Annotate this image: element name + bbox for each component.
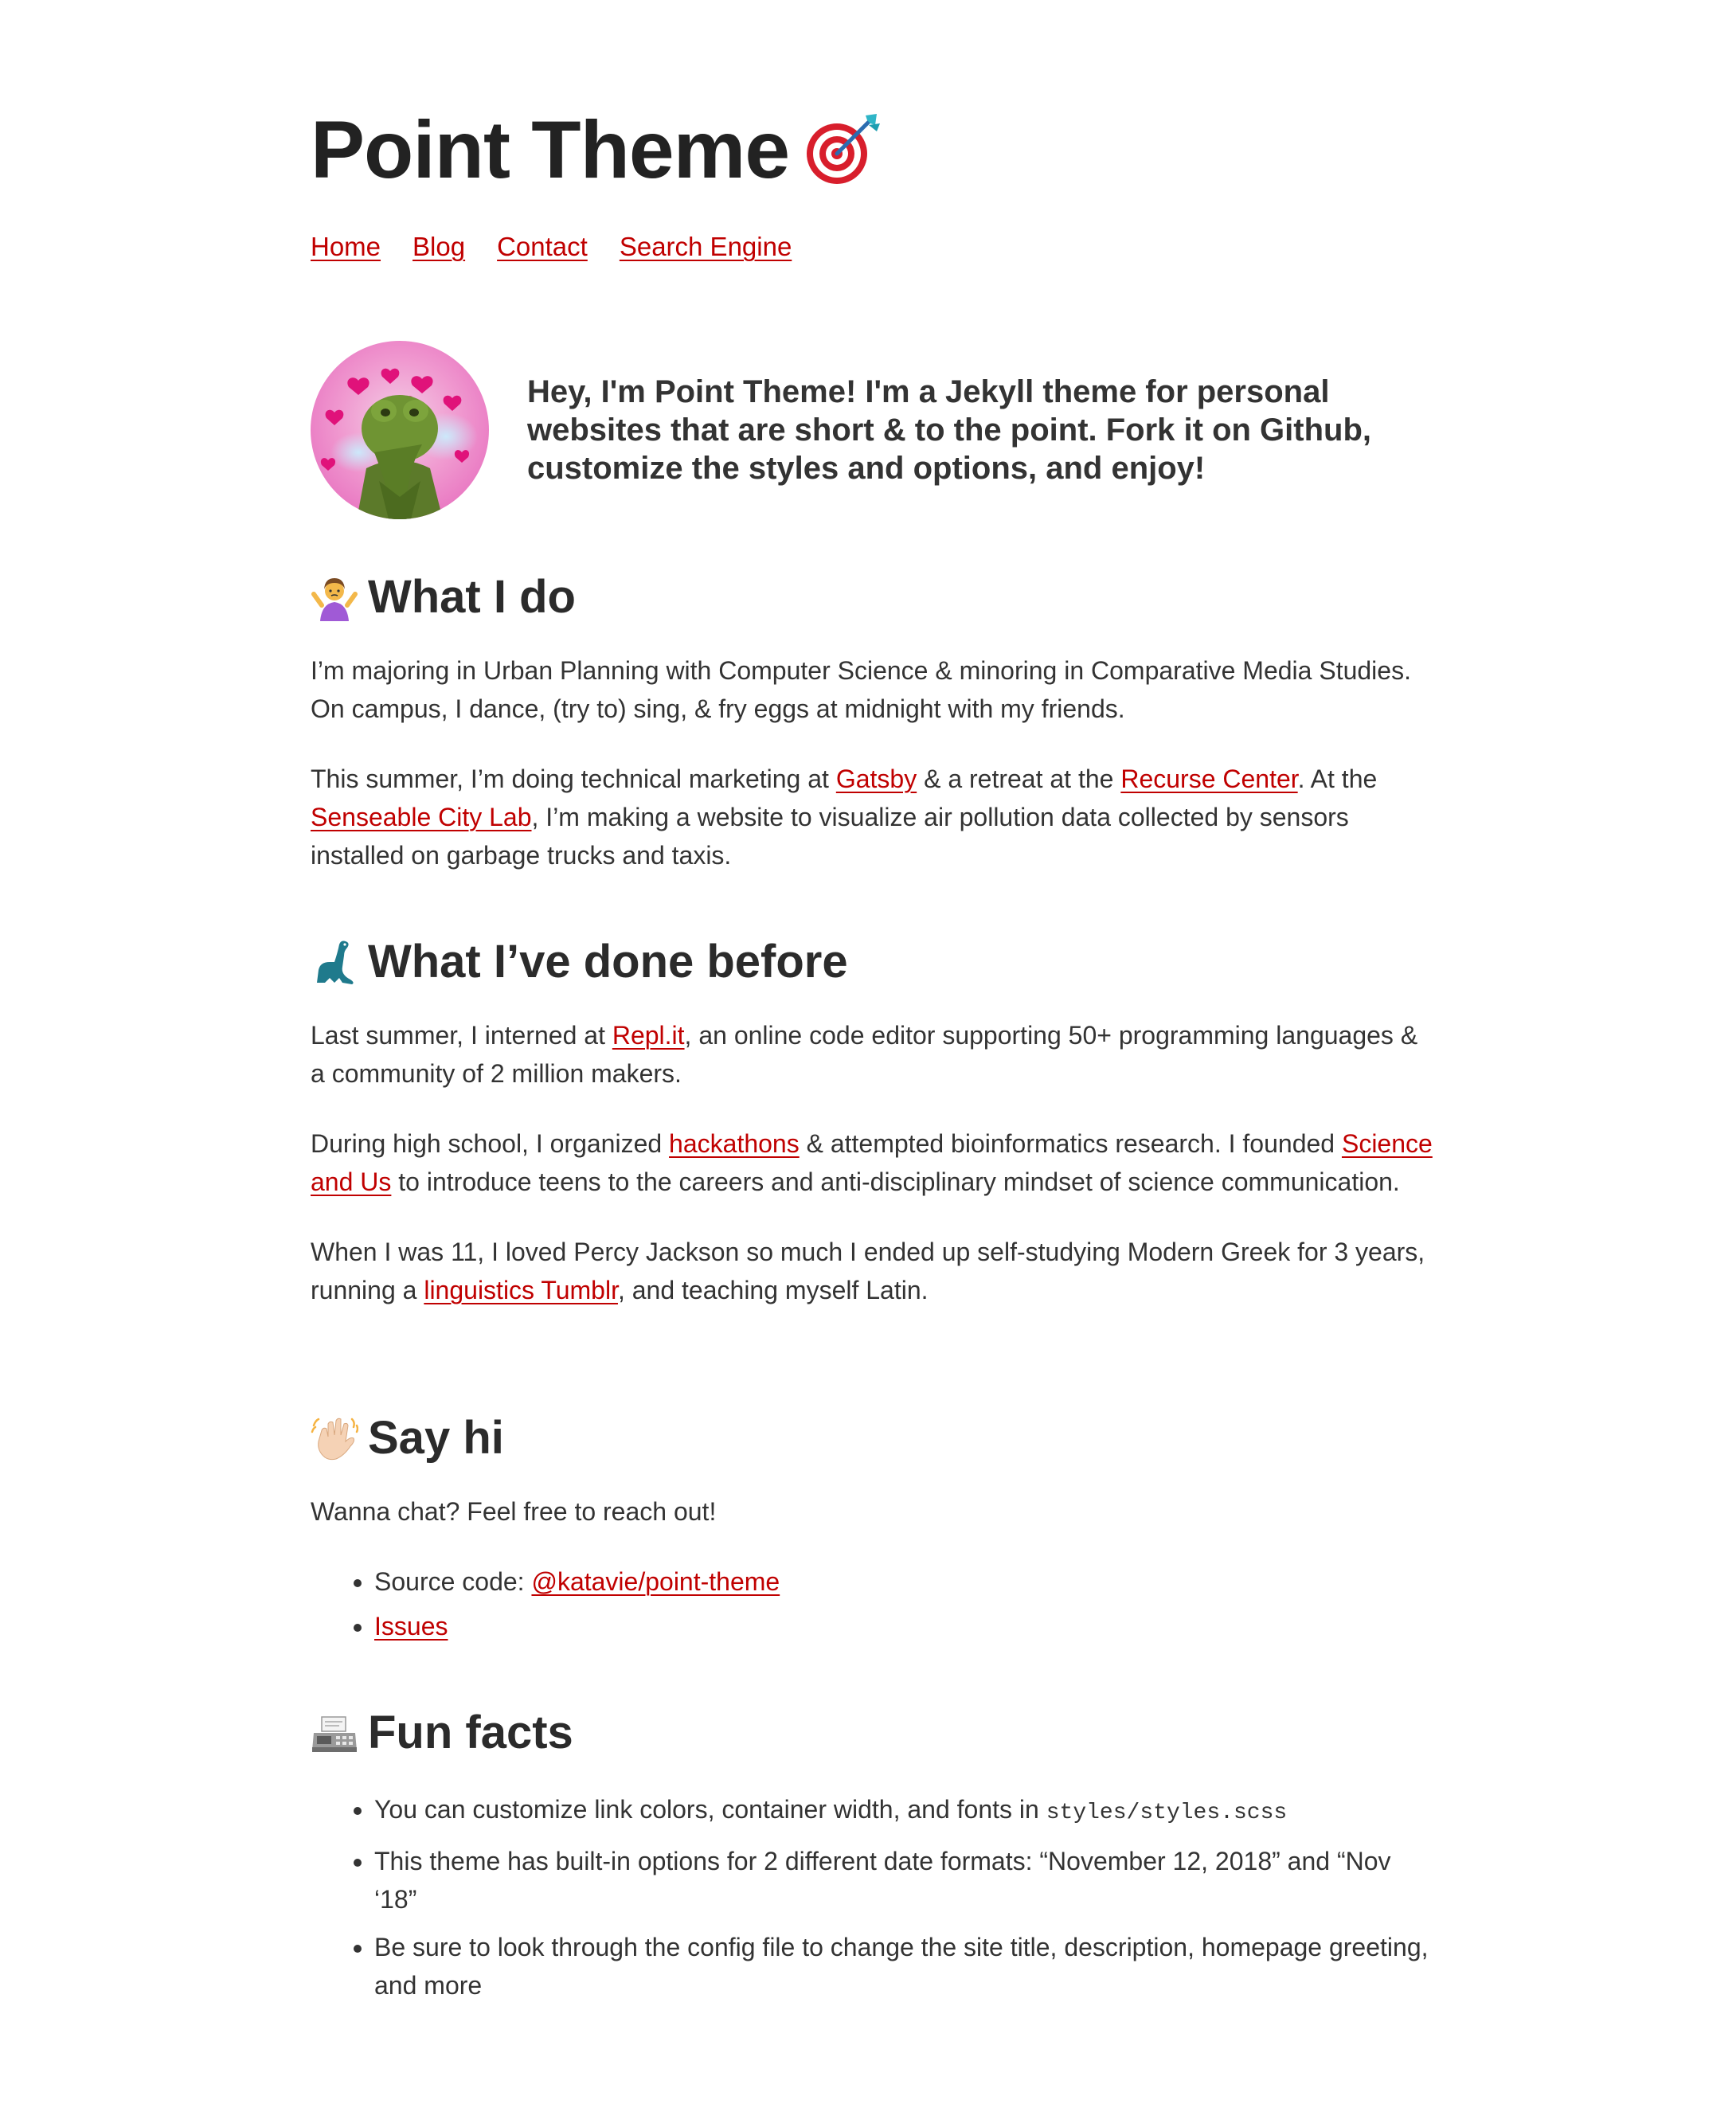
- list-item-text: Source code:: [374, 1567, 532, 1596]
- dinosaur-icon: [311, 938, 358, 986]
- site-title: [311, 102, 883, 197]
- list-item: [374, 1842, 1433, 1918]
- link-replit[interactable]: Repl.it: [612, 1021, 685, 1050]
- section-heading-text: Say hi: [368, 1412, 504, 1464]
- link-science-and-us[interactable]: Science and Us: [311, 1129, 1433, 1196]
- text-run: & a retreat at the: [917, 765, 1121, 793]
- dart-target-icon: [803, 108, 883, 187]
- text-run: to introduce teens to the careers and anti-disciplinary mindset of science communication.: [391, 1167, 1400, 1196]
- paragraph-high-school: [311, 1124, 1433, 1201]
- text-run: When I was 11, I loved Percy Jackson so much I ended up self-studying Modern Greek for 3 years, running a: [311, 1238, 1425, 1304]
- section-heading-what-ive-done: [311, 930, 1433, 994]
- inline-code: styles/styles.scss: [1046, 1801, 1288, 1825]
- link-source-code[interactable]: @katavie/point-theme: [531, 1567, 780, 1596]
- paragraph-major: I’m majoring in Urban Planning with Computer Science & minoring in Comparative Media Studies. On campus, I dance, (try to) sing, & fry eggs at midnight with my friends.: [311, 656, 1411, 723]
- section-heading-what-i-do: [311, 565, 1433, 629]
- nav-link-home[interactable]: Home: [311, 232, 381, 261]
- nav-link-blog[interactable]: Blog: [412, 232, 466, 261]
- text-run: This summer, I’m doing technical marketing at: [311, 765, 836, 793]
- section-what-i-do: [311, 565, 1433, 874]
- section-heading-fun-facts: [311, 1701, 1433, 1765]
- text-run: , an online code editor supporting 50+ programming languages & a community of 2 million makers.: [311, 1021, 1418, 1088]
- avatar-image: [311, 341, 489, 519]
- link-gatsby[interactable]: Gatsby: [835, 765, 917, 793]
- list-item: [374, 1790, 1433, 1832]
- waving-hand-icon: [311, 1414, 358, 1462]
- list-item: [374, 1928, 1433, 2004]
- section-what-ive-done: [311, 930, 1433, 1309]
- link-issues[interactable]: Issues: [374, 1612, 448, 1641]
- paragraph-wanna-chat: Wanna chat? Feel free to reach out!: [311, 1497, 717, 1526]
- main-nav: [311, 225, 792, 269]
- text-run: . At the: [1297, 765, 1378, 793]
- list-item-text: This theme has built-in options for 2 different date formats: “November 12, 2018” and “Nov ‘18”: [374, 1847, 1391, 1914]
- list-item-text: Be sure to look through the config file to change the site title, description, homepage greeting, and more: [374, 1933, 1429, 2000]
- text-run: & attempted bioinformatics research. I founded: [799, 1129, 1342, 1158]
- paragraph-percy-jackson: [311, 1233, 1433, 1309]
- section-say-hi: [311, 1406, 1433, 1652]
- paragraph-this-summer: [311, 760, 1433, 874]
- text-run: , and teaching myself Latin.: [617, 1276, 929, 1304]
- list-item-text: You can customize link colors, container width, and fonts in: [374, 1795, 1046, 1824]
- section-heading-text: Fun facts: [368, 1707, 573, 1758]
- homepage-greeting: Hey, I'm Point Theme! I'm a Jekyll theme for personal websites that are short & to the point. Fork it on Github, customize the styles and options, and enjoy!: [527, 374, 1372, 486]
- section-heading-text: What I’ve done before: [368, 936, 848, 987]
- person-shrugging-icon: [311, 573, 358, 621]
- list-item: [374, 1607, 1433, 1645]
- list-item: [374, 1562, 1433, 1601]
- section-fun-facts: [311, 1701, 1433, 2014]
- avatar: [311, 341, 489, 519]
- link-senseable-city-lab[interactable]: Senseable City Lab: [311, 803, 532, 831]
- fun-facts-list: [311, 1790, 1433, 2004]
- section-heading-say-hi: [311, 1406, 1433, 1470]
- contact-list: [311, 1562, 1433, 1645]
- text-run: During high school, I organized: [311, 1129, 670, 1158]
- link-hackathons[interactable]: hackathons: [669, 1129, 800, 1158]
- hero: [311, 341, 1433, 521]
- fax-machine-icon: [311, 1709, 358, 1757]
- link-linguistics-tumblr[interactable]: linguistics Tumblr: [424, 1276, 618, 1304]
- link-recurse-center[interactable]: Recurse Center: [1120, 765, 1298, 793]
- text-run: Last summer, I interned at: [311, 1021, 612, 1050]
- text-run: , I’m making a website to visualize air pollution data collected by sensors installed on garbage trucks and taxis.: [311, 803, 1349, 870]
- site-title-text: Point Theme: [311, 104, 790, 195]
- nav-link-contact[interactable]: Contact: [497, 232, 588, 261]
- paragraph-last-summer: [311, 1016, 1433, 1093]
- section-heading-text: What I do: [368, 571, 576, 623]
- nav-link-search-engine[interactable]: Search Engine: [619, 232, 792, 261]
